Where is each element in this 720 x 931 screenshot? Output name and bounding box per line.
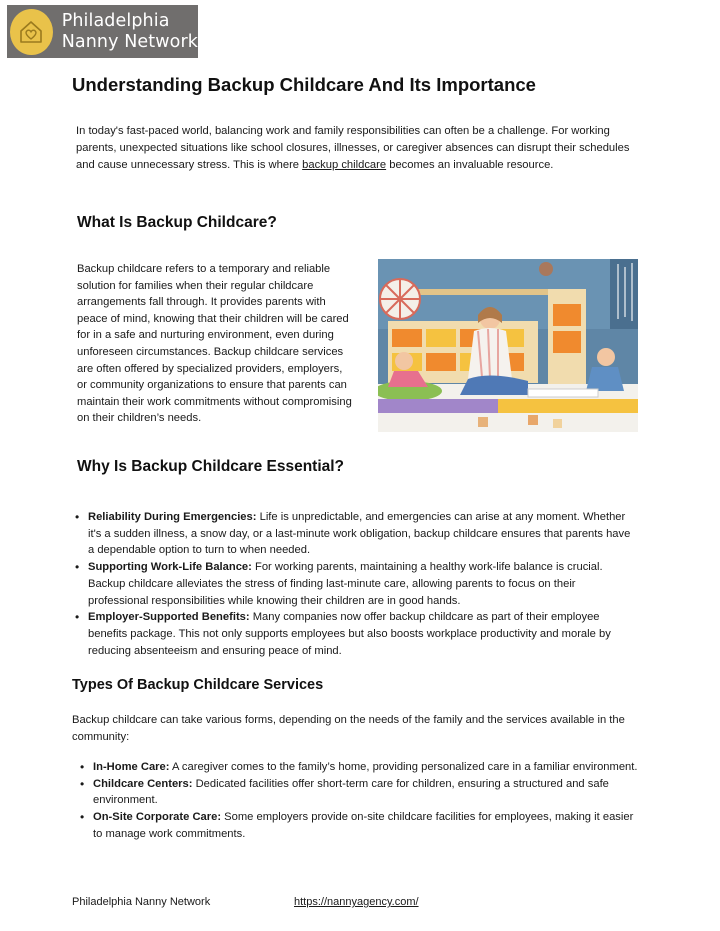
backup-childcare-link[interactable]: backup childcare [302,159,387,171]
item-text: For working parents, maintaining a healthy work-life balance is crucial. Backup childcare alleviates the stress of finding last-minute care, allowing parents to focus on their professional responsibilities while knowing their children are in good hands. [88,561,603,607]
list-item [93,809,641,842]
intro-text-1: In today's fast-paced world, balancing work and family responsibilities can often be a challenge. For working parents, unexpected situations like school closures, illnesses, or caregiver absences can disrupt their schedules and cause unnecessary stress. This is where [76,125,630,171]
intro-text-2: becomes an invaluable resource. [386,159,554,171]
logo-wordmark [62,11,198,53]
footer-website-link[interactable]: https://nannyagency.com/ [294,896,419,908]
item-text: A caregiver comes to the family’s home, providing personalized care in a familiar environment. [169,761,638,773]
page-footer [72,896,419,908]
section-heading-why: Why Is Backup Childcare Essential? [77,458,345,475]
brand-logo [7,5,198,58]
intro-paragraph [76,123,636,174]
item-label: On-Site Corporate Care: [93,811,222,824]
item-text: Life is unpredictable, and emergencies can arise at any moment. Whether it's a sudden illness, a snow day, or a last-minute work obligation, backup childcare ensures that parents have a dependable option to turn to when needed. [88,511,631,557]
types-list [93,759,641,843]
childcare-photo [378,259,638,432]
item-label: Reliability During Emergencies: [88,511,257,523]
logo-line-1: Philadelphia [61,10,170,31]
list-item [93,776,641,809]
footer-company-name: Philadelphia Nanny Network [72,896,211,908]
item-label: Supporting Work-Life Balance: [88,561,252,574]
logo-line-2: Nanny Network [61,31,198,52]
item-label: Employer-Supported Benefits: [88,611,250,624]
list-item [93,759,641,776]
list-item [88,509,636,559]
item-text: Dedicated facilities offer short-term care for children, ensuring a structured and safe environment. [93,777,609,807]
item-text: Many companies now offer backup childcare as part of their employee benefits package. This not only supports employees but also boosts workplace productivity and morale by reducing absenteeism and ensuring peace of mind. [88,611,611,657]
types-intro-paragraph: Backup childcare can take various forms, depending on the needs of the family and the services available in the community: [72,714,625,743]
list-item [88,609,636,659]
section-heading-what: What Is Backup Childcare? [77,214,277,231]
item-label: In-Home Care: [93,761,170,773]
section-heading-types: Types Of Backup Childcare Services [72,677,324,693]
house-heart-icon [10,9,53,55]
item-label: Childcare Centers: [93,777,193,790]
why-list [88,509,636,659]
item-text: Some employers provide on-site childcare facilities for employees, making it easier to manage work commitments. [93,811,634,840]
what-paragraph: Backup childcare refers to a temporary and reliable solution for families when their regular childcare arrangements fall through. It provides parents with peace of mind, knowing that their children will be cared for in a safe and nurturing environment, even during unforeseen circumstances. Backup childcare services are often offered by specialized providers, employers, or community organizations to ensure that parents can maintain their work commitments without compromising on their children’s needs. [77,263,352,425]
list-item [88,559,636,609]
page-title: Understanding Backup Childcare And Its Importance [72,74,536,95]
